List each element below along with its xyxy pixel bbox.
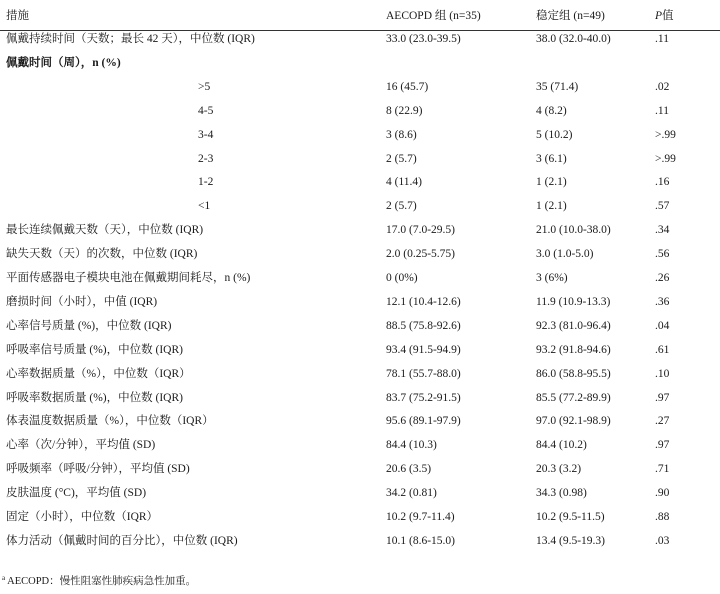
row-measure-label: 体表温度数据质量（%），中位数（IQR） xyxy=(6,415,214,428)
footnote-marker: a xyxy=(2,574,6,582)
footnote-text: AECOPD：慢性阻塞性肺疾病急性加重。 xyxy=(7,576,197,587)
row-measure-label: 最长连续佩戴天数（天），中位数 (IQR) xyxy=(6,224,204,237)
row-stable-value: 20.3 (3.2) xyxy=(536,463,582,476)
row-measure-label: 呼吸率数据质量 (%)，中位数 (IQR) xyxy=(6,391,183,404)
table-row xyxy=(0,409,720,433)
row-aecopd-value: 33.0 (23.0-39.5) xyxy=(386,33,461,45)
header-p-italic: P xyxy=(655,10,663,22)
row-stable-value: 85.5 (77.2-89.9) xyxy=(536,391,611,404)
table-row xyxy=(0,27,720,51)
row-stable-value: 92.3 (81.0-96.4) xyxy=(536,319,611,332)
row-p-value: .57 xyxy=(655,200,670,213)
row-aecopd-value: 2 (5.7) xyxy=(386,200,417,213)
table-row xyxy=(0,481,720,505)
footnote xyxy=(2,570,196,590)
table-row xyxy=(0,314,720,338)
row-measure-label: 呼吸频率（呼吸/分钟），平均值 (SD) xyxy=(6,463,190,476)
row-measure-label: 佩戴时间（周），n (%) xyxy=(6,56,121,69)
row-p-value: .04 xyxy=(655,319,670,332)
row-p-value: .11 xyxy=(655,33,669,45)
row-aecopd-value: 17.0 (7.0-29.5) xyxy=(386,224,455,237)
row-measure-label: 心率信号质量 (%)，中位数 (IQR) xyxy=(6,319,172,332)
row-measure-label: >5 xyxy=(198,80,211,93)
row-stable-value: 93.2 (91.8-94.6) xyxy=(536,343,611,356)
row-p-value: .16 xyxy=(655,176,670,189)
row-aecopd-value: 93.4 (91.5-94.9) xyxy=(386,343,461,356)
row-aecopd-value: 84.4 (10.3) xyxy=(386,439,437,452)
row-p-value: .02 xyxy=(655,80,670,93)
row-p-value: .34 xyxy=(655,224,670,237)
row-stable-value: 4 (8.2) xyxy=(536,104,567,117)
row-p-value: .26 xyxy=(655,272,670,284)
row-stable-value: 5 (10.2) xyxy=(536,128,573,141)
table-row xyxy=(0,386,720,410)
table-row xyxy=(0,529,720,553)
table-row xyxy=(0,170,720,194)
row-measure-label: 1-2 xyxy=(198,176,214,189)
row-aecopd-value: 20.6 (3.5) xyxy=(386,463,432,476)
row-stable-value: 84.4 (10.2) xyxy=(536,439,587,452)
row-stable-value: 35 (71.4) xyxy=(536,80,579,93)
row-stable-value: 21.0 (10.0-38.0) xyxy=(536,224,611,237)
table-row xyxy=(0,433,720,457)
table-row xyxy=(0,51,720,75)
table-row xyxy=(0,290,720,314)
row-stable-value: 13.4 (9.5-19.3) xyxy=(536,534,605,547)
row-stable-value: 86.0 (58.8-95.5) xyxy=(536,367,611,380)
table-row xyxy=(0,75,720,99)
row-measure-label: 磨损时间（小时），中值 (IQR) xyxy=(6,295,158,308)
row-p-value: >.99 xyxy=(655,152,676,165)
table-header xyxy=(0,2,720,30)
table-row xyxy=(0,242,720,266)
row-aecopd-value: 0 (0%) xyxy=(386,272,418,284)
table-row xyxy=(0,147,720,171)
row-aecopd-value: 12.1 (10.4-12.6) xyxy=(386,295,461,308)
row-measure-label: 缺失天数（天）的次数，中位数 (IQR) xyxy=(6,248,198,261)
header-stable-group: 稳定组 (n=49) xyxy=(536,10,605,22)
header-measure: 措施 xyxy=(6,10,29,22)
row-stable-value: 3.0 (1.0-5.0) xyxy=(536,248,594,261)
row-measure-label: <1 xyxy=(198,200,211,213)
row-stable-value: 1 (2.1) xyxy=(536,176,567,189)
row-p-value: .10 xyxy=(655,367,670,380)
row-p-value: .36 xyxy=(655,295,670,308)
table-row xyxy=(0,99,720,123)
row-stable-value: 3 (6.1) xyxy=(536,152,567,165)
row-measure-label: 呼吸率信号质量 (%)，中位数 (IQR) xyxy=(6,343,183,356)
table-row xyxy=(0,218,720,242)
row-aecopd-value: 16 (45.7) xyxy=(386,80,429,93)
row-aecopd-value: 8 (22.9) xyxy=(386,104,423,117)
row-stable-value: 11.9 (10.9-13.3) xyxy=(536,295,611,308)
row-measure-label: 心率数据质量（%），中位数（IQR） xyxy=(6,367,191,380)
row-aecopd-value: 83.7 (75.2-91.5) xyxy=(386,391,461,404)
row-p-value: >.99 xyxy=(655,128,676,141)
row-aecopd-value: 4 (11.4) xyxy=(386,176,422,189)
table-row xyxy=(0,338,720,362)
row-stable-value: 38.0 (32.0-40.0) xyxy=(536,33,611,45)
row-aecopd-value: 2 (5.7) xyxy=(386,152,417,165)
table-row xyxy=(0,194,720,218)
row-stable-value: 1 (2.1) xyxy=(536,200,567,213)
row-p-value: .27 xyxy=(655,415,670,428)
row-measure-label: 体力活动（佩戴时间的百分比），中位数 (IQR) xyxy=(6,534,238,547)
row-measure-label: 平面传感器电子模块电池在佩戴期间耗尽，n (%) xyxy=(6,272,251,284)
table-row xyxy=(0,362,720,386)
row-stable-value: 34.3 (0.98) xyxy=(536,487,587,500)
row-measure-label: 4-5 xyxy=(198,104,214,117)
row-p-value: .97 xyxy=(655,391,670,404)
row-p-value: .90 xyxy=(655,487,670,500)
row-aecopd-value: 10.2 (9.7-11.4) xyxy=(386,511,455,523)
row-p-value: .11 xyxy=(655,104,669,117)
header-p-value xyxy=(655,2,674,30)
header-aecopd-group: AECOPD 组 (n=35) xyxy=(386,10,481,22)
row-p-value: .03 xyxy=(655,534,670,547)
table-row xyxy=(0,123,720,147)
header-p-rest: 值 xyxy=(662,10,674,22)
row-stable-value: 3 (6%) xyxy=(536,272,568,284)
row-measure-label: 2-3 xyxy=(198,152,214,165)
row-measure-label: 3-4 xyxy=(198,128,214,141)
row-aecopd-value: 10.1 (8.6-15.0) xyxy=(386,534,455,547)
table-row xyxy=(0,457,720,481)
table-row xyxy=(0,505,720,529)
row-aecopd-value: 3 (8.6) xyxy=(386,128,417,141)
row-p-value: .97 xyxy=(655,439,670,452)
row-measure-label: 固定（小时），中位数（IQR） xyxy=(6,511,159,523)
row-measure-label: 皮肤温度 (°C)，平均值 (SD) xyxy=(6,487,147,500)
row-aecopd-value: 88.5 (75.8-92.6) xyxy=(386,319,461,332)
row-p-value: .88 xyxy=(655,511,670,523)
table-row xyxy=(0,266,720,290)
row-aecopd-value: 78.1 (55.7-88.0) xyxy=(386,367,461,380)
row-aecopd-value: 95.6 (89.1-97.9) xyxy=(386,415,461,428)
row-p-value: .56 xyxy=(655,248,670,261)
row-aecopd-value: 34.2 (0.81) xyxy=(386,487,437,500)
row-measure-label: 佩戴持续时间（天数；最长 42 天），中位数 (IQR) xyxy=(6,33,255,45)
row-p-value: .71 xyxy=(655,463,670,476)
row-p-value: .61 xyxy=(655,343,670,356)
row-measure-label: 心率（次/分钟），平均值 (SD) xyxy=(6,439,156,452)
row-stable-value: 10.2 (9.5-11.5) xyxy=(536,511,605,523)
row-aecopd-value: 2.0 (0.25-5.75) xyxy=(386,248,455,261)
row-stable-value: 97.0 (92.1-98.9) xyxy=(536,415,611,428)
